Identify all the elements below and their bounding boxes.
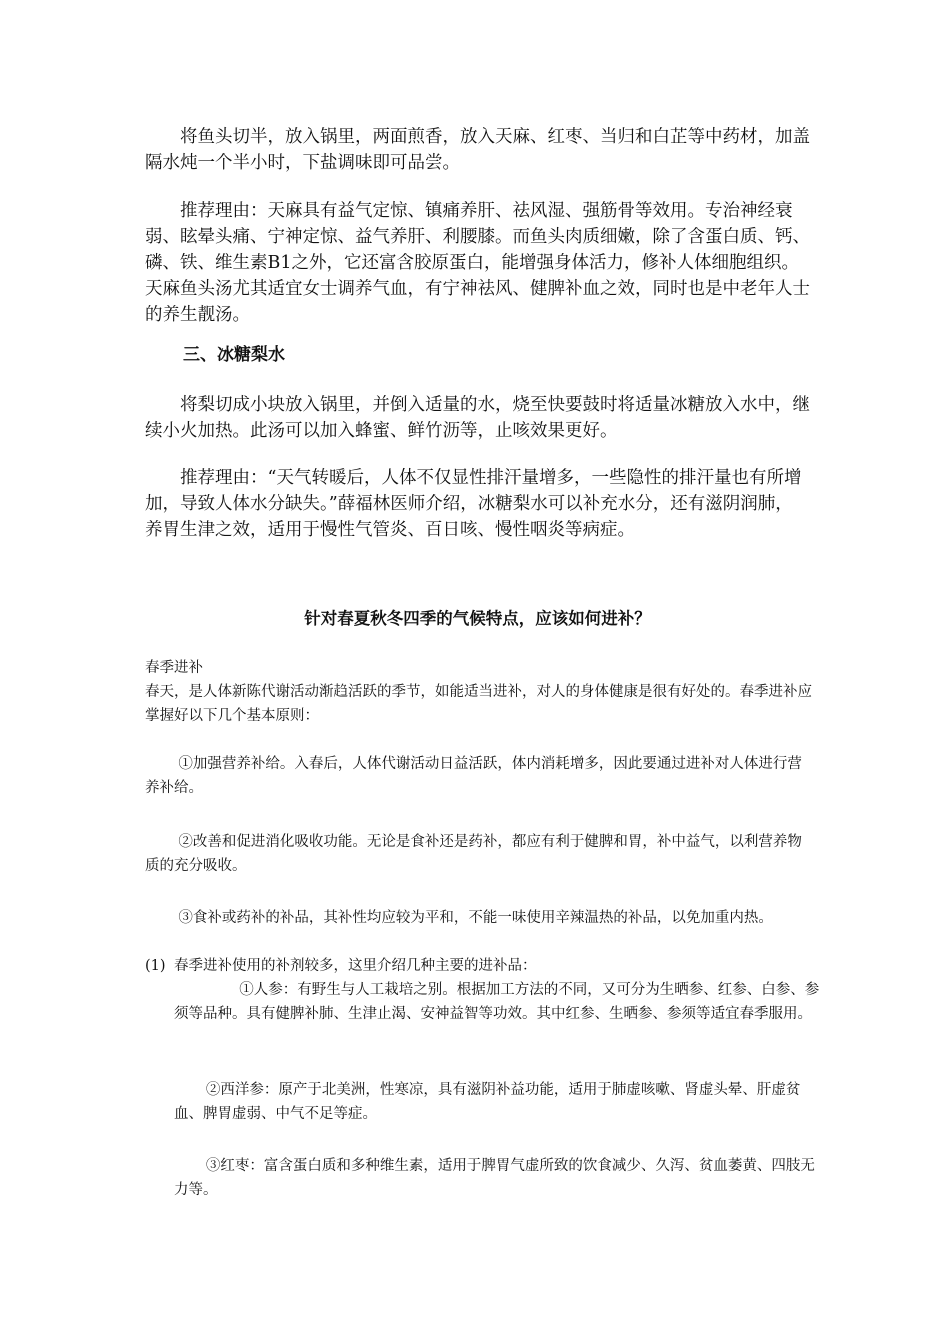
pear-section-heading: 三、冰糖梨水	[183, 345, 285, 365]
supplement-list-intro: 春季进补使用的补剂较多，这里介绍几种主要的进补品：	[174, 958, 537, 974]
fish-head-reason-paragraph: 推荐理由：天麻具有益气定惊、镇痛养肝、祛风湿、强筋骨等效用。专治神经衰弱、眩晕头痛、宁神定惊、益气养肝、利腰膝。而鱼头肉质细嫩，除了含蛋白质、钙、磷、铁、维生素B1之外，它还富含胶原蛋白，能增强身体活力，修补人体细胞组织。天麻鱼头汤尤其适宜女士调养气血，有宁神祛风、健脾补血之效，同时也是中老年人士的养生靓汤。	[145, 201, 810, 325]
seasons-title: 针对春夏秋冬四季的气候特点，应该如何进补？	[304, 609, 651, 628]
fish-head-method-paragraph: 将鱼头切半，放入锅里，两面煎香，放入天麻、红枣、当归和白芷等中药材，加盖隔水炖一个半小时，下盐调味即可品尝。	[145, 127, 810, 173]
principle-item: ②改善和促进消化吸收功能。无论是食补还是药补，都应有利于健脾和胃，补中益气，以利营养物质的充分吸收。	[145, 834, 802, 874]
supplement-item-american-ginseng: ②西洋参：原产于北美洲，性寒凉，具有滋阴补益功能，适用于肺虚咳嗽、肾虚头晕、肝虚贫血、脾胃虚弱、中气不足等症。	[174, 1082, 801, 1122]
principle-item: ③食补或药补的补品，其补性均应较为平和，不能一味使用辛辣温热的补品，以免加重内热。	[178, 910, 773, 926]
principle-item: ①加强营养补给。入春后，人体代谢活动日益活跃，体内消耗增多，因此要通过进补对人体进行营养补给。	[145, 756, 802, 796]
spring-intro-paragraph: 春天，是人体新陈代谢活动渐趋活跃的季节，如能适当进补，对人的身体健康是很有好处的。春季进补应掌握好以下几个基本原则：	[145, 684, 812, 724]
pear-reason-paragraph: 推荐理由：“天气转暖后，人体不仅显性排汗量增多，一些隐性的排汗量也有所增加，导致人体水分缺失。”薛福林医师介绍，冰糖梨水可以补充水分，还有滋阴润肺，养胃生津之效，适用于慢性气管炎、百日咳、慢性咽炎等病症。	[145, 468, 802, 540]
spring-label: 春季进补	[145, 660, 203, 676]
supplement-item-jujube: ③红枣：富含蛋白质和多种维生素，适用于脾胃气虚所致的饮食减少、久泻、贫血萎黄、四肢无力等。	[174, 1158, 815, 1198]
supplement-item-ginseng: ①人参：有野生与人工栽培之别。根据加工方法的不同，又可分为生晒参、红参、白参、参须等品种。具有健脾补肺、生津止渴、安神益智等功效。其中红参、生晒参、参须等适宜春季服用。	[174, 982, 820, 1022]
pear-method-paragraph: 将梨切成小块放入锅里，并倒入适量的水，烧至快要鼓时将适量冰糖放入水中，继续小火加热。此汤可以加入蜂蜜、鲜竹沥等，止咳效果更好。	[145, 395, 810, 441]
list-marker: (1)	[145, 958, 166, 974]
